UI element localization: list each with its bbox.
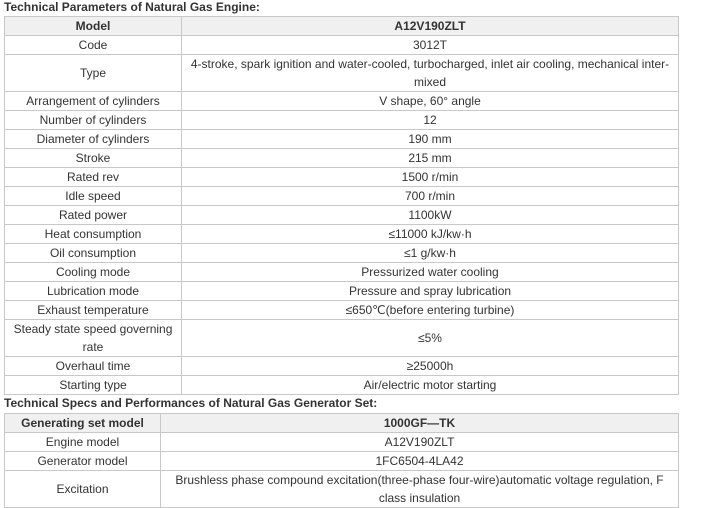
- table-row: [5, 55, 679, 92]
- param-label: Engine model: [5, 433, 161, 452]
- generator-set-table: [4, 413, 679, 508]
- table-row: [5, 301, 679, 320]
- table-row: [5, 244, 679, 263]
- param-value: V shape, 60° angle: [182, 92, 679, 111]
- table-header-row: [5, 414, 679, 433]
- param-label: Starting type: [5, 376, 182, 395]
- param-value: Pressure and spray lubrication: [182, 282, 679, 301]
- table-row: [5, 471, 679, 508]
- param-value: 1500 r/min: [182, 168, 679, 187]
- param-label: Cooling mode: [5, 263, 182, 282]
- param-value: A12V190ZLT: [161, 433, 679, 452]
- table-row: [5, 263, 679, 282]
- param-label: Rated rev: [5, 168, 182, 187]
- param-value: Pressurized water cooling: [182, 263, 679, 282]
- param-value: 215 mm: [182, 149, 679, 168]
- param-label: Type: [5, 55, 182, 92]
- table-row: [5, 433, 679, 452]
- table-row: [5, 225, 679, 244]
- generator-section-title: Technical Specs and Performances of Natural Gas Generator Set:: [4, 396, 378, 410]
- param-label: Diameter of cylinders: [5, 130, 182, 149]
- param-label: Stroke: [5, 149, 182, 168]
- table-row: [5, 357, 679, 376]
- param-label: Generator model: [5, 452, 161, 471]
- table-row: [5, 187, 679, 206]
- header-cell: Model: [5, 17, 182, 36]
- param-label: Arrangement of cylinders: [5, 92, 182, 111]
- param-value: 12: [182, 111, 679, 130]
- param-value: ≤650℃(before entering turbine): [182, 301, 679, 320]
- table-row: [5, 206, 679, 225]
- table-row: [5, 36, 679, 55]
- param-value: ≤1 g/kw·h: [182, 244, 679, 263]
- param-value: 700 r/min: [182, 187, 679, 206]
- param-label: Oil consumption: [5, 244, 182, 263]
- header-cell: Generating set model: [5, 414, 161, 433]
- param-value: Brushless phase compound excitation(three-phase four-wire)automatic voltage regulation, F class insulation: [161, 471, 679, 508]
- header-cell: 1000GF—TK: [161, 414, 679, 433]
- table-row: [5, 376, 679, 395]
- table-row: [5, 452, 679, 471]
- header-cell: A12V190ZLT: [182, 17, 679, 36]
- param-value: 190 mm: [182, 130, 679, 149]
- param-value: ≥25000h: [182, 357, 679, 376]
- param-label: Number of cylinders: [5, 111, 182, 130]
- table-row: [5, 168, 679, 187]
- param-label: Lubrication mode: [5, 282, 182, 301]
- param-label: Heat consumption: [5, 225, 182, 244]
- param-value: 1FC6504-4LA42: [161, 452, 679, 471]
- param-value: ≤5%: [182, 320, 679, 357]
- param-label: Rated power: [5, 206, 182, 225]
- param-value: 1100kW: [182, 206, 679, 225]
- param-label: Steady state speed governing rate: [5, 320, 182, 357]
- table-header-row: [5, 17, 679, 36]
- engine-parameters-table: [4, 16, 679, 395]
- table-row: [5, 92, 679, 111]
- param-value: 4-stroke, spark ignition and water-cooled, turbocharged, inlet air cooling, mechanical inter-mixed: [182, 55, 679, 92]
- table-row: [5, 320, 679, 357]
- param-label: Excitation: [5, 471, 161, 508]
- engine-section-title: Technical Parameters of Natural Gas Engine:: [4, 0, 260, 14]
- table-row: [5, 282, 679, 301]
- param-label: Overhaul time: [5, 357, 182, 376]
- param-label: Code: [5, 36, 182, 55]
- table-row: [5, 130, 679, 149]
- param-label: Idle speed: [5, 187, 182, 206]
- table-row: [5, 149, 679, 168]
- param-value: 3012T: [182, 36, 679, 55]
- param-value: ≤11000 kJ/kw·h: [182, 225, 679, 244]
- param-value: Air/electric motor starting: [182, 376, 679, 395]
- table-row: [5, 111, 679, 130]
- param-label: Exhaust temperature: [5, 301, 182, 320]
